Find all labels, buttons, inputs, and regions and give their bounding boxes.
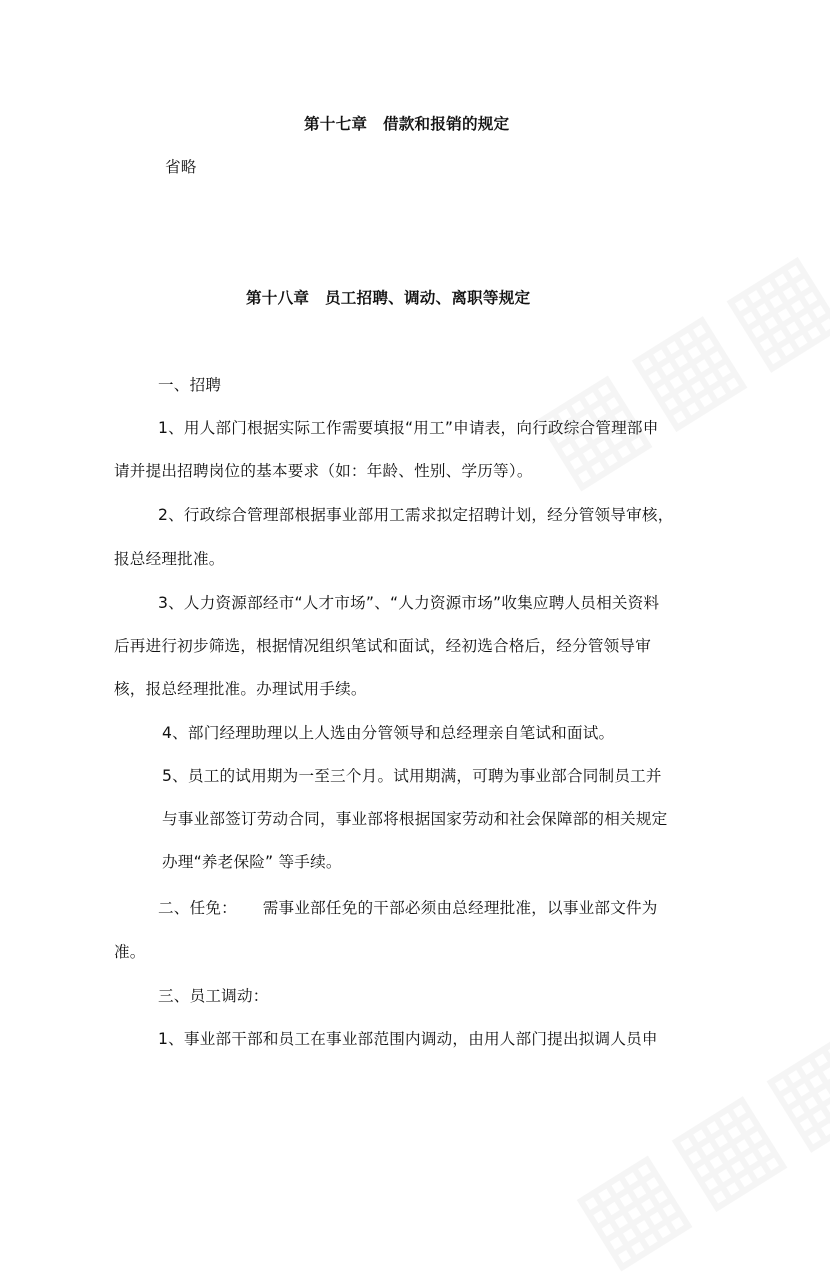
paragraph-line: 办理“养老保险” 等手续。: [162, 853, 342, 871]
section-heading: 一、招聘: [158, 376, 222, 394]
section-heading: 三、员工调动：: [158, 987, 269, 1005]
paragraph-line: 3、人力资源部经市“人才市场”、“人力资源市场”收集应聘人员相关资料: [158, 594, 660, 612]
chapter-17-body: 省略: [165, 158, 197, 176]
paragraph-line: 2、行政综合管理部根据事业部用工需求拟定招聘计划，经分管领导审核，: [158, 506, 674, 524]
paragraph-line: 报总经理批准。: [114, 550, 225, 568]
paragraph-line: 与事业部签订劳动合同，事业部将根据国家劳动和社会保障部的相关规定: [162, 810, 668, 828]
watermark-mark: [512, 221, 830, 507]
paragraph-line: 核，报总经理批准。办理试用手续。: [114, 680, 367, 698]
paragraph-line: 请并提出招聘岗位的基本要求（如：年龄、性别、学历等）。: [114, 462, 533, 480]
paragraph-line: 准。: [114, 943, 146, 961]
paragraph-line: 后再进行初步筛选，根据情况组织笔试和面试，经初选合格后，经分管领导审: [114, 637, 651, 655]
section-heading: 二、任免： 需事业部任免的干部必须由总经理批准，以事业部文件为: [158, 899, 658, 917]
paragraph-line: 5、员工的试用期为一至三个月。试用期满，可聘为事业部合同制员工并: [162, 767, 662, 785]
chapter-18-title: 第十八章 员工招聘、调动、离职等规定: [246, 289, 531, 307]
chapter-17-title: 第十七章 借款和报销的规定: [304, 115, 510, 133]
paragraph-line: 1、事业部干部和员工在事业部范围内调动，由用人部门提出拟调人员申: [158, 1030, 658, 1048]
paragraph-line: 4、部门经理助理以上人选由分管领导和总经理亲自笔试和面试。: [162, 724, 615, 742]
paragraph-line: 1、用人部门根据实际工作需要填报“用工”申请表，向行政综合管理部申: [158, 419, 659, 437]
